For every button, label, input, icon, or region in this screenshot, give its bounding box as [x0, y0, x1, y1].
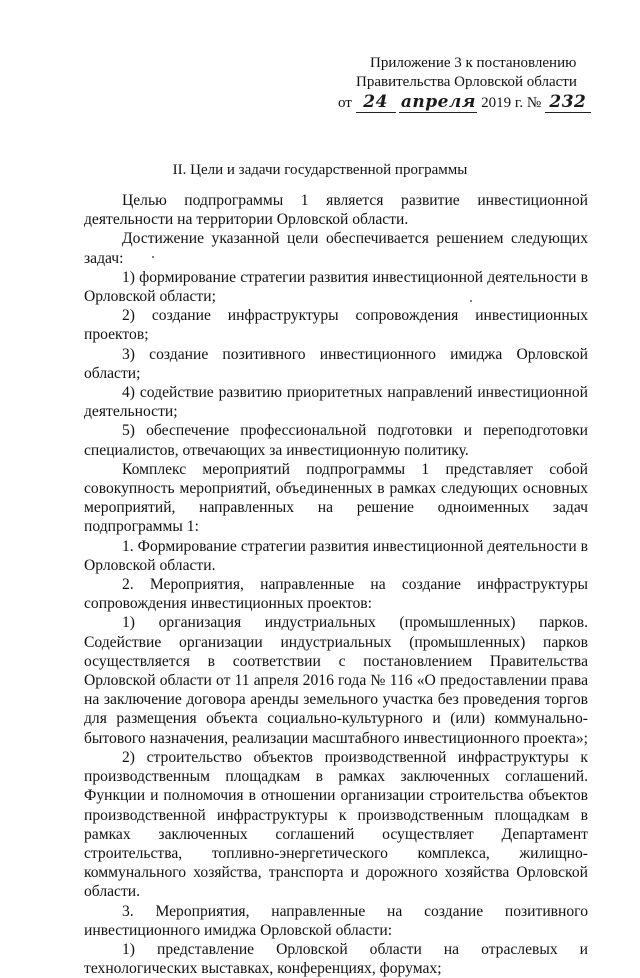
task-item-1: 1) формирование стратегии развития инвестиционной деятельности в Орловской области; [84, 268, 588, 306]
handwritten-month: апреля [400, 92, 476, 112]
scan-speck [470, 300, 472, 302]
section-title: II. Цели и задачи государственной программы [172, 162, 468, 178]
task-item-4: 4) содействие развитию приоритетных направлений инвестиционной деятельности; [84, 384, 588, 421]
appendix-line-2: Правительства Орловской области [356, 74, 577, 90]
paragraph-tasks-intro: Достижение указанной цели обеспечивается решением следующих задач: [84, 230, 588, 267]
year-and-number-label: 2019 г. № [481, 95, 542, 111]
task-item-5: 5) обеспечение профессиональной подготовки и переподготовки специалистов, отвечающих за инвестиционную политику. [84, 422, 588, 459]
handwritten-day: 24 [356, 92, 396, 113]
measure-1-heading: 1. Формирование стратегии развития инвестиционной деятельности в Орловской области. [84, 537, 588, 574]
measure-2-heading: 2. Мероприятия, направленные на создание инфраструктуры сопровождения инвестиционных проектов: [84, 576, 588, 613]
handwritten-resolution-number: 232 [545, 92, 591, 113]
measure-2-item-2: 2) строительство объектов производственной инфраструктуры к производственным площадкам в рамках заключенных соглашений. Функции и полномочия в отношении организации строительства объектов производственной инфраструктуры к производственным площадкам в рамках заключенных соглашений осуществляет Департамент строительства, топливно-энергетического комплекса, жилищно-коммунального хозяйства, транспорта и дорожного хозяйства Орловской области. [84, 748, 588, 901]
task-item-3: 3) создание позитивного инвестиционного имиджа Орловской области; [84, 345, 588, 382]
measure-2-item-1: 1) организация индустриальных (промышленных) парков. Содействие организации индустриальных (промышленных) парков осуществляется в соответствии с постановлением Правительства Орловской области от 11 апреля 2016 года № 116 «О предоставлении права на заключение договора аренды земельного участка без проведения торгов для размещения объекта социально-культурного и (или) коммунально-бытового назначения, реализации масштабного инвестиционного проекта»; [84, 614, 588, 747]
measure-3-heading: 3. Мероприятия, направленные на создание позитивного инвестиционного имиджа Орловской области: [84, 902, 588, 939]
scan-speck [152, 256, 154, 258]
date-prefix: от [338, 95, 352, 111]
body-text [84, 191, 588, 978]
appendix-header [338, 54, 608, 92]
appendix-line-1: Приложение 3 к постановлению [370, 55, 577, 71]
paragraph-goal: Целью подпрограммы 1 является развитие инвестиционной деятельности на территории Орловской области. [84, 192, 588, 229]
paragraph-measures-intro: Комплекс мероприятий подпрограммы 1 представляет собой совокупность мероприятий, объединенных в рамках следующих основных мероприятий, направленных на решение одноименных задач подпрограммы 1: [84, 460, 588, 536]
measure-3-item-1: 1) представление Орловской области на отраслевых и технологических выставках, конференциях, форумах; [84, 940, 588, 978]
task-item-2: 2) создание инфраструктуры сопровождения инвестиционных проектов; [84, 307, 588, 344]
resolution-date-line [338, 92, 638, 113]
